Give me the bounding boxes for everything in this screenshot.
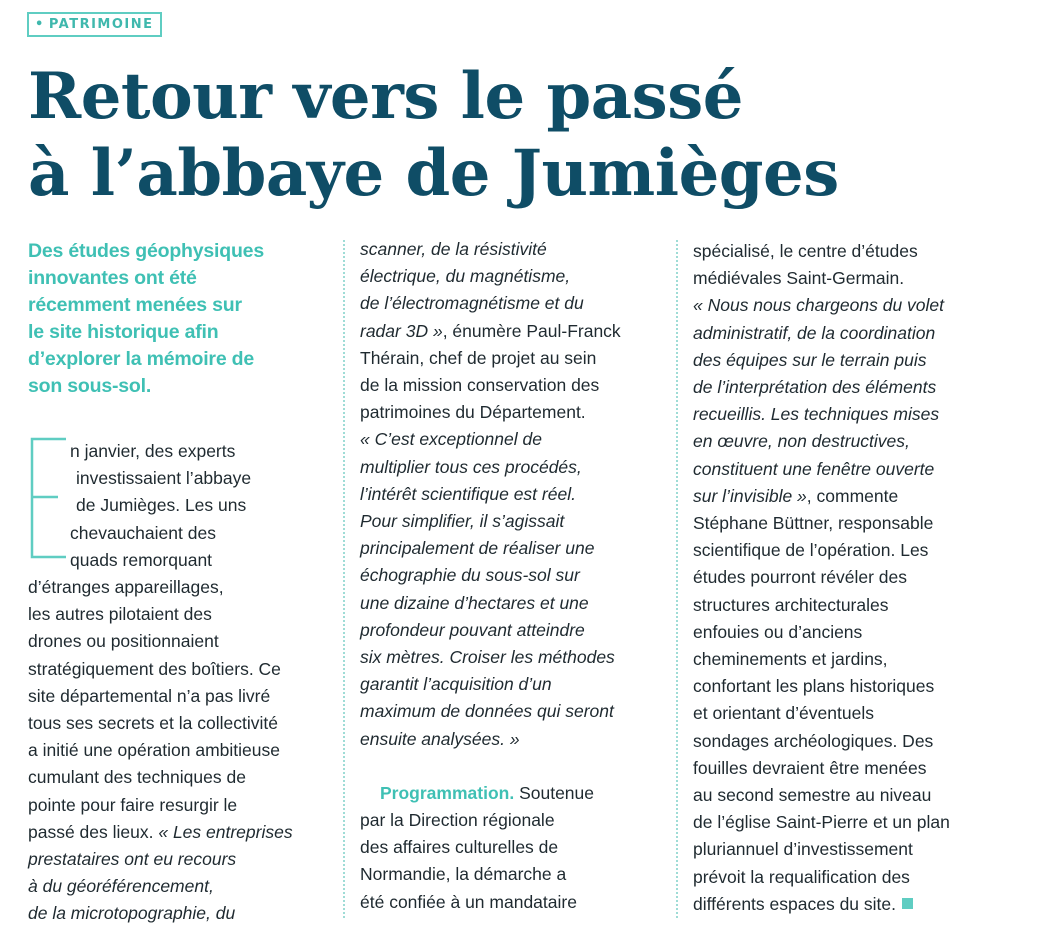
body-paragraph (360, 236, 660, 753)
text-run: Soutenue (514, 782, 594, 803)
text-line: a initié une opération ambitieuse (28, 740, 280, 761)
title-line-2: à l’abbaye de Jumièges (28, 136, 839, 211)
quote-line: échographie du sous-sol sur (360, 565, 580, 586)
quote-line: des équipes sur le terrain puis (693, 349, 927, 370)
quote-line: garantit l’acquisition d’un (360, 674, 552, 695)
text-line: quads remorquant (70, 549, 213, 570)
quote-line: administratif, de la coordination (693, 322, 936, 343)
text-run: différents espaces du site. (693, 893, 896, 914)
quote-line: « C’est exceptionnel de (360, 429, 542, 450)
column-3 (693, 238, 993, 918)
text-line: prévoit la requalification des (693, 866, 910, 887)
text-line: fouilles devraient être menées (693, 757, 927, 778)
text-run: , énumère Paul-Franck (442, 320, 621, 341)
quote-line: de la microtopographie, du (28, 903, 236, 924)
section-tag-label: PATRIMOINE (48, 17, 154, 32)
text-line: par la Direction régionale (360, 810, 555, 831)
text-line: Normandie, la démarche a (360, 864, 567, 885)
text-line: enfouies ou d’anciens (693, 621, 863, 642)
quote-line: ensuite analysées. » (360, 728, 520, 749)
end-of-article-icon (902, 898, 913, 909)
quote-run: « Les entreprises (158, 821, 293, 842)
text-line (360, 780, 660, 807)
quote-line: principalement de réaliser une (360, 538, 595, 559)
lead-line: le site historique afin (28, 321, 219, 343)
text-line: patrimoines du Département. (360, 402, 586, 423)
text-line: pointe pour faire resurgir le (28, 794, 238, 815)
text-line: chevauchaient des (70, 522, 216, 543)
body-paragraph (360, 780, 660, 916)
quote-line: en œuvre, non destructives, (693, 431, 910, 452)
text-line: médiévales Saint-Germain. (693, 268, 905, 289)
quote-line: prestataires ont eu recours (28, 849, 237, 870)
text-line: drones ou positionnaient (28, 631, 219, 652)
text-line: pluriannuel d’investissement (693, 839, 913, 860)
lead-line: innovantes ont été (28, 267, 197, 289)
text-line: de l’église Saint-Pierre et un plan (693, 812, 950, 833)
quote-line: une dizaine d’hectares et une (360, 592, 589, 613)
quote-line: scanner, de la résistivité (360, 239, 547, 259)
text-line: au second semestre au niveau (693, 785, 932, 806)
bullet-icon: • (35, 17, 45, 32)
lead-line: d’explorer la mémoire de (28, 348, 255, 370)
text-line: n janvier, des experts (70, 441, 236, 461)
text-line: scientifique de l’opération. Les (693, 540, 929, 561)
text-line: d’étranges appareillages, (28, 577, 224, 598)
quote-line: l’intérêt scientifique est réel. (360, 483, 576, 504)
quote-line: constituent une fenêtre ouverte (693, 458, 935, 479)
column-2 (360, 236, 660, 916)
quote-run: sur l’invisible » (693, 485, 807, 506)
quote-run: radar 3D » (360, 320, 443, 341)
body-paragraph (28, 438, 328, 928)
column-divider (343, 240, 345, 918)
quote-line: de l’interprétation des éléments (693, 377, 937, 398)
column-1 (28, 238, 328, 928)
body-paragraph (693, 238, 993, 918)
quote-line: six mètres. Croiser les méthodes (360, 647, 615, 668)
text-line: les autres pilotaient des (28, 604, 212, 625)
text-line: spécialisé, le centre d’études (693, 241, 918, 261)
text-line: et orientant d’éventuels (693, 703, 874, 724)
text-line (360, 318, 660, 345)
text-line: études pourront révéler des (693, 567, 908, 588)
text-line: investissaient l’abbaye (76, 468, 252, 489)
text-line: des affaires culturelles de (360, 837, 559, 858)
lead-line: son sous-sol. (28, 375, 152, 397)
text-line: Thérain, chef de projet au sein (360, 347, 597, 368)
text-line: été confiée à un mandataire (360, 891, 577, 912)
text-line: structures architecturales (693, 594, 889, 615)
quote-line: à du géoréférencement, (28, 876, 214, 897)
article-title (28, 58, 839, 212)
quote-line: Pour simplifier, il s’agissait (360, 511, 565, 532)
quote-line: « Nous nous chargeons du volet (693, 295, 944, 316)
quote-line: électrique, du magnétisme, (360, 266, 571, 287)
quote-line: de l’électromagnétisme et du (360, 293, 584, 314)
title-line-1: Retour vers le passé (28, 59, 743, 134)
lead-line: Des études géophysiques (28, 240, 264, 262)
quote-line: multiplier tous ces procédés, (360, 456, 582, 477)
text-line: stratégiquement des boîtiers. Ce (28, 658, 281, 679)
text-line: site départemental n’a pas livré (28, 685, 271, 706)
quote-line: maximum de données qui seront (360, 701, 614, 722)
quote-line: recueillis. Les techniques mises (693, 404, 940, 425)
lead-line: récemment menées sur (28, 294, 242, 316)
article-lead (28, 238, 328, 400)
text-line: Stéphane Büttner, responsable (693, 513, 934, 534)
text-line: sondages archéologiques. Des (693, 730, 934, 751)
text-line (28, 819, 328, 846)
text-line (693, 483, 993, 510)
paragraph-gap (360, 753, 660, 780)
text-run: , commente (806, 485, 899, 506)
text-line: tous ses secrets et la collectivité (28, 713, 278, 734)
text-line: cumulant des techniques de (28, 767, 246, 788)
column-divider (676, 240, 678, 918)
subheading: Programmation. (380, 782, 515, 803)
text-run: passé des lieux. (28, 821, 159, 842)
drop-cap-e-icon (28, 437, 68, 559)
text-line: cheminements et jardins, (693, 649, 888, 670)
text-line: de Jumièges. Les uns (76, 495, 247, 516)
section-tag (27, 12, 162, 37)
text-line: de la mission conservation des (360, 375, 600, 396)
quote-line: profondeur pouvant atteindre (360, 619, 585, 640)
text-line (693, 891, 993, 918)
text-line: confortant les plans historiques (693, 676, 935, 697)
